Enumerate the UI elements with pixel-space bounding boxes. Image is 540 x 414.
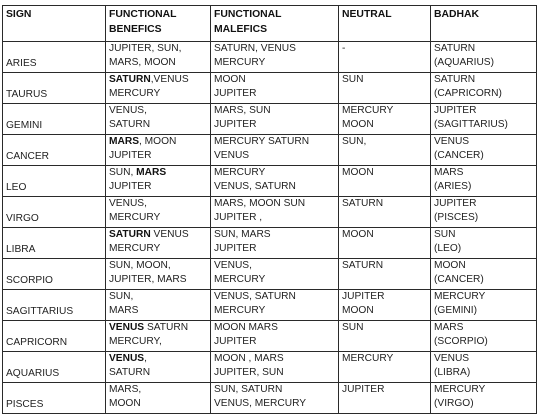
planet-text: MERCURY <box>109 212 161 223</box>
planet-text: JUPITER <box>214 243 257 254</box>
benefics-line <box>109 383 210 397</box>
planet-text: JUPITER <box>109 181 152 192</box>
planet-text: MERCURY, <box>109 336 162 347</box>
planet-text: MERCURY <box>434 384 486 395</box>
neutral-cell <box>339 197 431 228</box>
malefics-cell <box>211 321 339 352</box>
planet-text: SATURN <box>434 74 476 85</box>
badhak-line <box>434 180 536 194</box>
badhak-cell <box>431 73 537 104</box>
malefics-line <box>214 321 338 335</box>
header-functional-malefics <box>211 6 339 42</box>
badhak-cell <box>431 42 537 73</box>
sign-cell: LIBRA <box>3 228 106 259</box>
planet-text: MOON <box>342 119 374 130</box>
planet-text: JUPITER <box>434 105 477 116</box>
planet-text: VENUS, MERCURY <box>214 398 307 409</box>
planet-text: SUN, <box>342 136 367 147</box>
benefics-line <box>109 259 210 273</box>
planet-text: MARS <box>109 305 139 316</box>
planet-text: (CANCER) <box>434 274 484 285</box>
planet-text: (SAGITTARIUS) <box>434 119 508 130</box>
malefics-line <box>214 259 338 273</box>
table-row <box>3 259 537 290</box>
planet-text: MARS <box>434 322 464 333</box>
malefics-line <box>214 87 338 101</box>
planet-text: MARS, SUN <box>214 105 271 116</box>
neutral-line <box>342 135 430 149</box>
planet-text: MOON <box>342 167 374 178</box>
planet-text: MOON , MARS <box>214 353 284 364</box>
planet-text: SUN, MARS <box>214 229 271 240</box>
badhak-line <box>434 290 536 304</box>
planet-text: , <box>144 353 147 364</box>
benefics-cell <box>106 135 211 166</box>
planet-text: SATURN <box>434 43 476 54</box>
table-row <box>3 104 537 135</box>
malefics-line <box>214 104 338 118</box>
planet-text: VENUS <box>434 353 470 364</box>
planet-text: MERCURY <box>214 274 266 285</box>
malefics-cell <box>211 135 339 166</box>
malefics-cell <box>211 383 339 414</box>
planet-text: MERCURY <box>109 243 161 254</box>
neutral-cell <box>339 259 431 290</box>
malefics-cell <box>211 104 339 135</box>
malefics-line <box>214 56 338 70</box>
planet-text: JUPITER <box>109 150 152 161</box>
badhak-line <box>434 56 536 70</box>
badhak-cell <box>431 104 537 135</box>
neutral-cell <box>339 228 431 259</box>
badhak-line <box>434 73 536 87</box>
benefics-line <box>109 366 210 380</box>
malefics-line <box>214 135 338 149</box>
benefics-line <box>109 335 210 349</box>
sign-cell: AQUARIUS <box>3 352 106 383</box>
benefics-cell <box>106 197 211 228</box>
badhak-line <box>434 366 536 380</box>
planet-text: ,VENUS <box>150 74 189 85</box>
benefics-line <box>109 118 210 132</box>
badhak-cell <box>431 166 537 197</box>
planet-text: VENUS <box>434 136 470 147</box>
planet-text: (ARIES) <box>434 181 472 192</box>
benefics-line <box>109 42 210 56</box>
malefics-cell <box>211 197 339 228</box>
planet-text: MOON <box>214 74 246 85</box>
benefics-cell <box>106 352 211 383</box>
malefics-line <box>214 73 338 87</box>
malefics-line <box>214 166 338 180</box>
badhak-line <box>434 104 536 118</box>
planet-text: SATURN <box>144 322 189 333</box>
sign-cell: SAGITTARIUS <box>3 290 106 321</box>
header-sign-line: SIGN <box>6 9 32 20</box>
table-row <box>3 42 537 73</box>
sign-cell: GEMINI <box>3 104 106 135</box>
planet-text: SUN, <box>109 167 137 178</box>
badhak-line <box>434 197 536 211</box>
planet-text: MERCURY <box>214 305 266 316</box>
benefics-line <box>109 273 210 287</box>
malefics-line <box>214 242 338 256</box>
planet-text: JUPITER <box>342 384 385 395</box>
benefics-cell <box>106 383 211 414</box>
malefics-line <box>214 180 338 194</box>
badhak-line <box>434 242 536 256</box>
planet-text: JUPITER <box>214 336 257 347</box>
header-badhak <box>431 6 537 42</box>
neutral-cell <box>339 321 431 352</box>
planet-text: JUPITER <box>214 119 257 130</box>
benefics-line <box>109 197 210 211</box>
planet-text: MERCURY <box>342 353 394 364</box>
planet-emphasis: SATURN <box>109 74 151 85</box>
neutral-line <box>342 73 430 87</box>
malefics-line <box>214 149 338 163</box>
badhak-line <box>434 304 536 318</box>
badhak-line <box>434 383 536 397</box>
planet-text: SUN, SATURN <box>214 384 283 395</box>
benefics-cell <box>106 321 211 352</box>
malefics-cell <box>211 166 339 197</box>
header-sign <box>3 6 106 42</box>
planet-text: JUPITER <box>214 88 257 99</box>
badhak-line <box>434 118 536 132</box>
benefics-line <box>109 87 210 101</box>
planet-text: (CAPRICORN) <box>434 88 502 99</box>
neutral-cell <box>339 383 431 414</box>
planet-text: JUPITER, MARS <box>109 274 187 285</box>
functional-planets-table <box>2 5 537 414</box>
benefics-line <box>109 211 210 225</box>
malefics-cell <box>211 228 339 259</box>
planet-emphasis: VENUS <box>109 322 145 333</box>
planet-text: SUN, MOON, <box>109 260 171 271</box>
header-malefics-line-2: MALEFICS <box>214 24 268 35</box>
planet-text: VENUS <box>214 150 250 161</box>
badhak-line <box>434 211 536 225</box>
malefics-line <box>214 383 338 397</box>
benefics-line <box>109 104 210 118</box>
benefics-line <box>109 149 210 163</box>
benefics-line <box>109 228 210 242</box>
sign-cell: CAPRICORN <box>3 321 106 352</box>
planet-text: VENUS, SATURN <box>214 291 296 302</box>
planet-text: VENUS, <box>214 260 252 271</box>
neutral-cell <box>339 73 431 104</box>
planet-text: VENUS, <box>109 198 147 209</box>
planet-text: (LIBRA) <box>434 367 471 378</box>
header-row <box>3 6 537 42</box>
planet-text: MARS <box>434 167 464 178</box>
planet-text: SATURN <box>342 198 384 209</box>
benefics-cell <box>106 228 211 259</box>
benefics-cell <box>106 42 211 73</box>
badhak-line <box>434 335 536 349</box>
neutral-cell <box>339 290 431 321</box>
badhak-line <box>434 166 536 180</box>
planet-text: MERCURY <box>214 57 266 68</box>
malefics-line <box>214 366 338 380</box>
badhak-line <box>434 149 536 163</box>
benefics-cell <box>106 73 211 104</box>
badhak-line <box>434 42 536 56</box>
malefics-cell <box>211 42 339 73</box>
planet-text: MOON <box>434 260 466 271</box>
table-row <box>3 352 537 383</box>
malefics-line <box>214 197 338 211</box>
planet-text: MOON MARS <box>214 322 278 333</box>
badhak-cell <box>431 197 537 228</box>
planet-text: MOON <box>342 229 374 240</box>
header-functional-benefics <box>106 6 211 42</box>
planet-text: (GEMINI) <box>434 305 478 316</box>
neutral-line <box>342 228 430 242</box>
neutral-line <box>342 118 430 132</box>
sign-cell: ARIES <box>3 42 106 73</box>
planet-emphasis: SATURN <box>109 229 151 240</box>
table-row <box>3 166 537 197</box>
neutral-cell <box>339 135 431 166</box>
planet-text: , MOON <box>139 136 177 147</box>
header-neutral <box>339 6 431 42</box>
header-benefics-line-1: FUNCTIONAL <box>109 9 177 20</box>
planet-text: MERCURY <box>214 167 266 178</box>
badhak-cell <box>431 259 537 290</box>
planet-text: SUN <box>342 74 364 85</box>
malefics-line <box>214 228 338 242</box>
neutral-line <box>342 352 430 366</box>
badhak-line <box>434 135 536 149</box>
planet-text: SUN, <box>109 291 134 302</box>
malefics-cell <box>211 352 339 383</box>
planet-text: SUN <box>342 322 364 333</box>
malefics-line <box>214 42 338 56</box>
planet-text: SATURN <box>109 119 151 130</box>
malefics-line <box>214 211 338 225</box>
planet-text: MARS, MOON <box>109 57 176 68</box>
neutral-line <box>342 197 430 211</box>
planet-text: SATURN, VENUS <box>214 43 296 54</box>
neutral-line <box>342 290 430 304</box>
header-badhak-line: BADHAK <box>434 9 480 20</box>
header-malefics-line-1: FUNCTIONAL <box>214 9 282 20</box>
planet-text: MOON <box>109 398 141 409</box>
benefics-line <box>109 180 210 194</box>
table-row <box>3 228 537 259</box>
planet-text: (SCORPIO) <box>434 336 488 347</box>
sign-cell: CANCER <box>3 135 106 166</box>
badhak-line <box>434 321 536 335</box>
neutral-line <box>342 304 430 318</box>
malefics-line <box>214 118 338 132</box>
sign-cell: LEO <box>3 166 106 197</box>
badhak-line <box>434 397 536 411</box>
planet-text: JUPITER <box>434 198 477 209</box>
planet-text: JUPITER, SUN, <box>109 43 182 54</box>
planet-text: MERCURY SATURN <box>214 136 310 147</box>
benefics-line <box>109 242 210 256</box>
table-row <box>3 383 537 414</box>
badhak-line <box>434 352 536 366</box>
table-body <box>3 42 537 414</box>
planet-text: MOON <box>342 305 374 316</box>
neutral-line <box>342 42 430 56</box>
benefics-line <box>109 135 210 149</box>
planet-text: MERCURY <box>342 105 394 116</box>
badhak-cell <box>431 135 537 166</box>
table-header <box>3 6 537 42</box>
planet-emphasis: MARS <box>109 136 139 147</box>
planet-text: VENUS, SATURN <box>214 181 296 192</box>
malefics-line <box>214 290 338 304</box>
header-benefics-line-2: BENEFICS <box>109 24 162 35</box>
badhak-line <box>434 228 536 242</box>
planet-text: VENUS <box>150 229 189 240</box>
table-row <box>3 321 537 352</box>
benefics-line <box>109 397 210 411</box>
neutral-line <box>342 166 430 180</box>
sign-cell: SCORPIO <box>3 259 106 290</box>
planet-text: MERCURY <box>434 291 486 302</box>
neutral-cell <box>339 352 431 383</box>
badhak-cell <box>431 321 537 352</box>
planet-text: SUN <box>434 229 456 240</box>
benefics-cell <box>106 104 211 135</box>
planet-text: MARS, <box>109 384 142 395</box>
badhak-cell <box>431 228 537 259</box>
malefics-cell <box>211 290 339 321</box>
planet-text: JUPITER <box>342 291 385 302</box>
benefics-cell <box>106 166 211 197</box>
planet-emphasis: MARS <box>136 167 167 178</box>
malefics-line <box>214 273 338 287</box>
header-neutral-line: NEUTRAL <box>342 9 392 20</box>
planet-text: (PISCES) <box>434 212 479 223</box>
benefics-line <box>109 166 210 180</box>
badhak-cell <box>431 352 537 383</box>
badhak-line <box>434 259 536 273</box>
planet-emphasis: VENUS <box>109 353 145 364</box>
planet-text: (AQUARIUS) <box>434 57 494 68</box>
neutral-line <box>342 104 430 118</box>
table-row <box>3 135 537 166</box>
neutral-cell <box>339 104 431 135</box>
malefics-cell <box>211 259 339 290</box>
neutral-line <box>342 259 430 273</box>
table-row <box>3 73 537 104</box>
planet-text: VENUS, <box>109 105 147 116</box>
planet-text: MARS, MOON SUN <box>214 198 306 209</box>
table-row <box>3 197 537 228</box>
benefics-cell <box>106 259 211 290</box>
benefics-line <box>109 304 210 318</box>
neutral-line <box>342 321 430 335</box>
malefics-line <box>214 304 338 318</box>
benefics-cell <box>106 290 211 321</box>
planet-text: (CANCER) <box>434 150 484 161</box>
neutral-cell <box>339 166 431 197</box>
planet-text: MERCURY <box>109 88 161 99</box>
planet-text: SATURN <box>109 367 151 378</box>
planet-text: - <box>342 43 346 54</box>
badhak-cell <box>431 290 537 321</box>
planet-text: JUPITER, SUN <box>214 367 284 378</box>
planet-text: (VIRGO) <box>434 398 474 409</box>
sign-cell: TAURUS <box>3 73 106 104</box>
badhak-line <box>434 87 536 101</box>
planet-text: (LEO) <box>434 243 462 254</box>
sign-cell: PISCES <box>3 383 106 414</box>
table-row <box>3 290 537 321</box>
malefics-line <box>214 335 338 349</box>
planet-text: JUPITER , <box>214 212 263 223</box>
benefics-line <box>109 321 210 335</box>
benefics-line <box>109 352 210 366</box>
malefics-line <box>214 397 338 411</box>
benefics-line <box>109 73 210 87</box>
benefics-line <box>109 290 210 304</box>
benefics-line <box>109 56 210 70</box>
neutral-line <box>342 383 430 397</box>
neutral-cell <box>339 42 431 73</box>
sign-cell: VIRGO <box>3 197 106 228</box>
malefics-line <box>214 352 338 366</box>
badhak-cell <box>431 383 537 414</box>
planet-text: SATURN <box>342 260 384 271</box>
malefics-cell <box>211 73 339 104</box>
badhak-line <box>434 273 536 287</box>
